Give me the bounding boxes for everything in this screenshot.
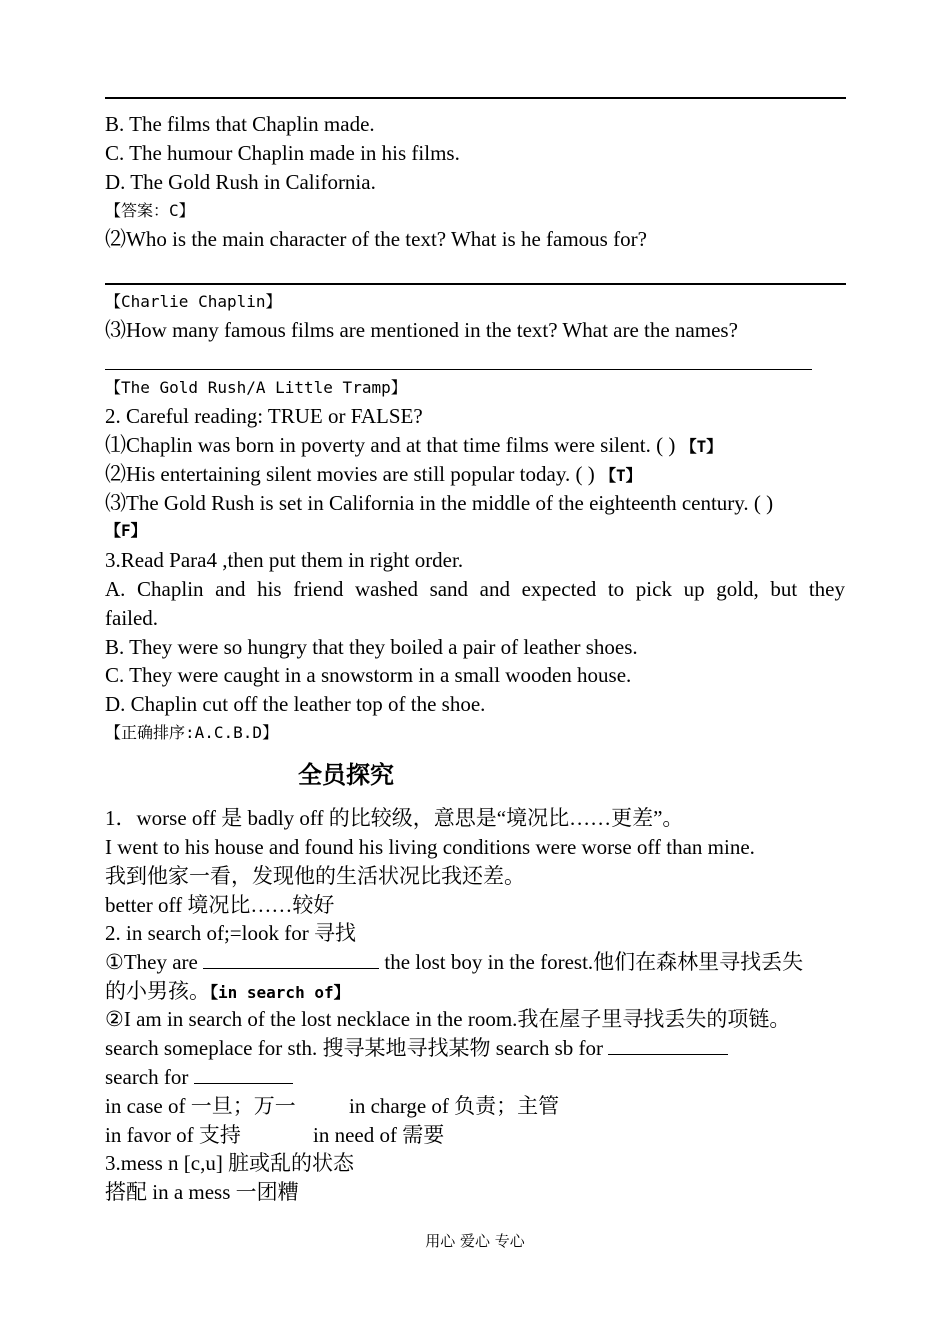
tf-item-2-text: ⑵His entertaining silent movies are still popular today. ( )	[105, 462, 595, 486]
answer-2: 【Charlie Chaplin】	[105, 292, 282, 311]
search-pattern-2	[105, 1063, 293, 1091]
example-2: ②I am in search of the lost necklace in the room.我在屋子里寻找丢失的项链。	[105, 1007, 791, 1031]
tf-item-3-answer: 【F】	[105, 521, 147, 540]
note-2: 2. in search of;=look for 寻找	[105, 921, 356, 945]
page-footer: 用心 爱心 专心	[425, 1232, 525, 1250]
question-3: ⑶How many famous films are mentioned in the text? What are the names?	[105, 318, 738, 342]
answer-rule-3	[105, 369, 812, 370]
order-title: 3.Read Para4 ,then put them in right order.	[105, 548, 464, 572]
order-a-line1: A. Chaplin and his friend washed sand and expected to pick up gold, but they	[105, 577, 845, 601]
search-pattern-2-text: search for	[105, 1065, 189, 1089]
phrase-in-charge-of: in charge of 负责；主管	[349, 1094, 560, 1118]
note-1-example-en: I went to his house and found his living conditions were worse off than mine.	[105, 835, 755, 859]
note-1: 1．worse off 是 badly off 的比较级，意思是“境况比……更差”。	[105, 806, 684, 830]
example-1-cont-text: 的小男孩。	[105, 979, 210, 1003]
example-1-end: the lost boy in the forest.他们在森林里寻找丢失	[384, 950, 804, 974]
search-pattern-1-text: search someplace for sth. 搜寻某地寻找某物 search sb for	[105, 1036, 604, 1060]
section-heading: 全员探究	[298, 761, 394, 789]
note-1-example-cn: 我到他家一看，发现他的生活状况比我还差。	[105, 864, 525, 888]
answer-3: 【The Gold Rush/A Little Tramp】	[105, 378, 407, 397]
careful-reading-title: 2. Careful reading: TRUE or FALSE?	[105, 404, 423, 428]
search-pattern-1	[105, 1034, 728, 1062]
option-d: D. The Gold Rush in California.	[105, 170, 376, 194]
note-better-off: better off 境况比……较好	[105, 893, 335, 917]
option-c: C. The humour Chaplin made in his films.	[105, 141, 460, 165]
answer-1: 【答案：C】	[105, 201, 195, 220]
order-d: D. Chaplin cut off the leather top of the shoe.	[105, 692, 486, 716]
tf-item-1-answer: 【T】	[680, 437, 723, 456]
order-answer: 【正确排序:A.C.B.D】	[105, 723, 279, 742]
order-a-line2: failed.	[105, 606, 159, 630]
option-b: B. The films that Chaplin made.	[105, 112, 375, 136]
phrase-in-need-of: in need of 需要	[313, 1123, 445, 1147]
answer-rule-top	[105, 97, 846, 99]
question-2: ⑵Who is the main character of the text? What is he famous for?	[105, 227, 647, 251]
phrase-in-case-of: in case of 一旦；万一	[105, 1094, 296, 1118]
tf-item-1	[105, 431, 722, 461]
phrase-in-favor-of: in favor of 支持	[105, 1123, 241, 1147]
tf-item-2	[105, 460, 642, 490]
tf-item-3: ⑶The Gold Rush is set in California in the middle of the eighteenth century. ( )	[105, 491, 774, 515]
example-1-answer: 【in search of】	[210, 983, 350, 1002]
answer-rule-2	[105, 283, 846, 285]
search-pattern-1-blank	[608, 1034, 728, 1055]
example-1-blank	[203, 948, 379, 969]
order-b: B. They were so hungry that they boiled a pair of leather shoes.	[105, 635, 638, 659]
example-1-cont	[105, 977, 350, 1007]
search-pattern-2-blank	[194, 1063, 293, 1084]
tf-item-1-text: ⑴Chaplin was born in poverty and at that time films were silent. ( )	[105, 433, 676, 457]
note-3-collocation: 搭配 in a mess 一团糟	[105, 1180, 299, 1204]
example-1-start: ①They are	[105, 950, 198, 974]
order-c: C. They were caught in a snowstorm in a small wooden house.	[105, 663, 632, 687]
example-1	[105, 948, 803, 976]
tf-item-2-answer: 【T】	[599, 466, 642, 485]
note-3: 3.mess n [c,u] 脏或乱的状态	[105, 1151, 355, 1175]
